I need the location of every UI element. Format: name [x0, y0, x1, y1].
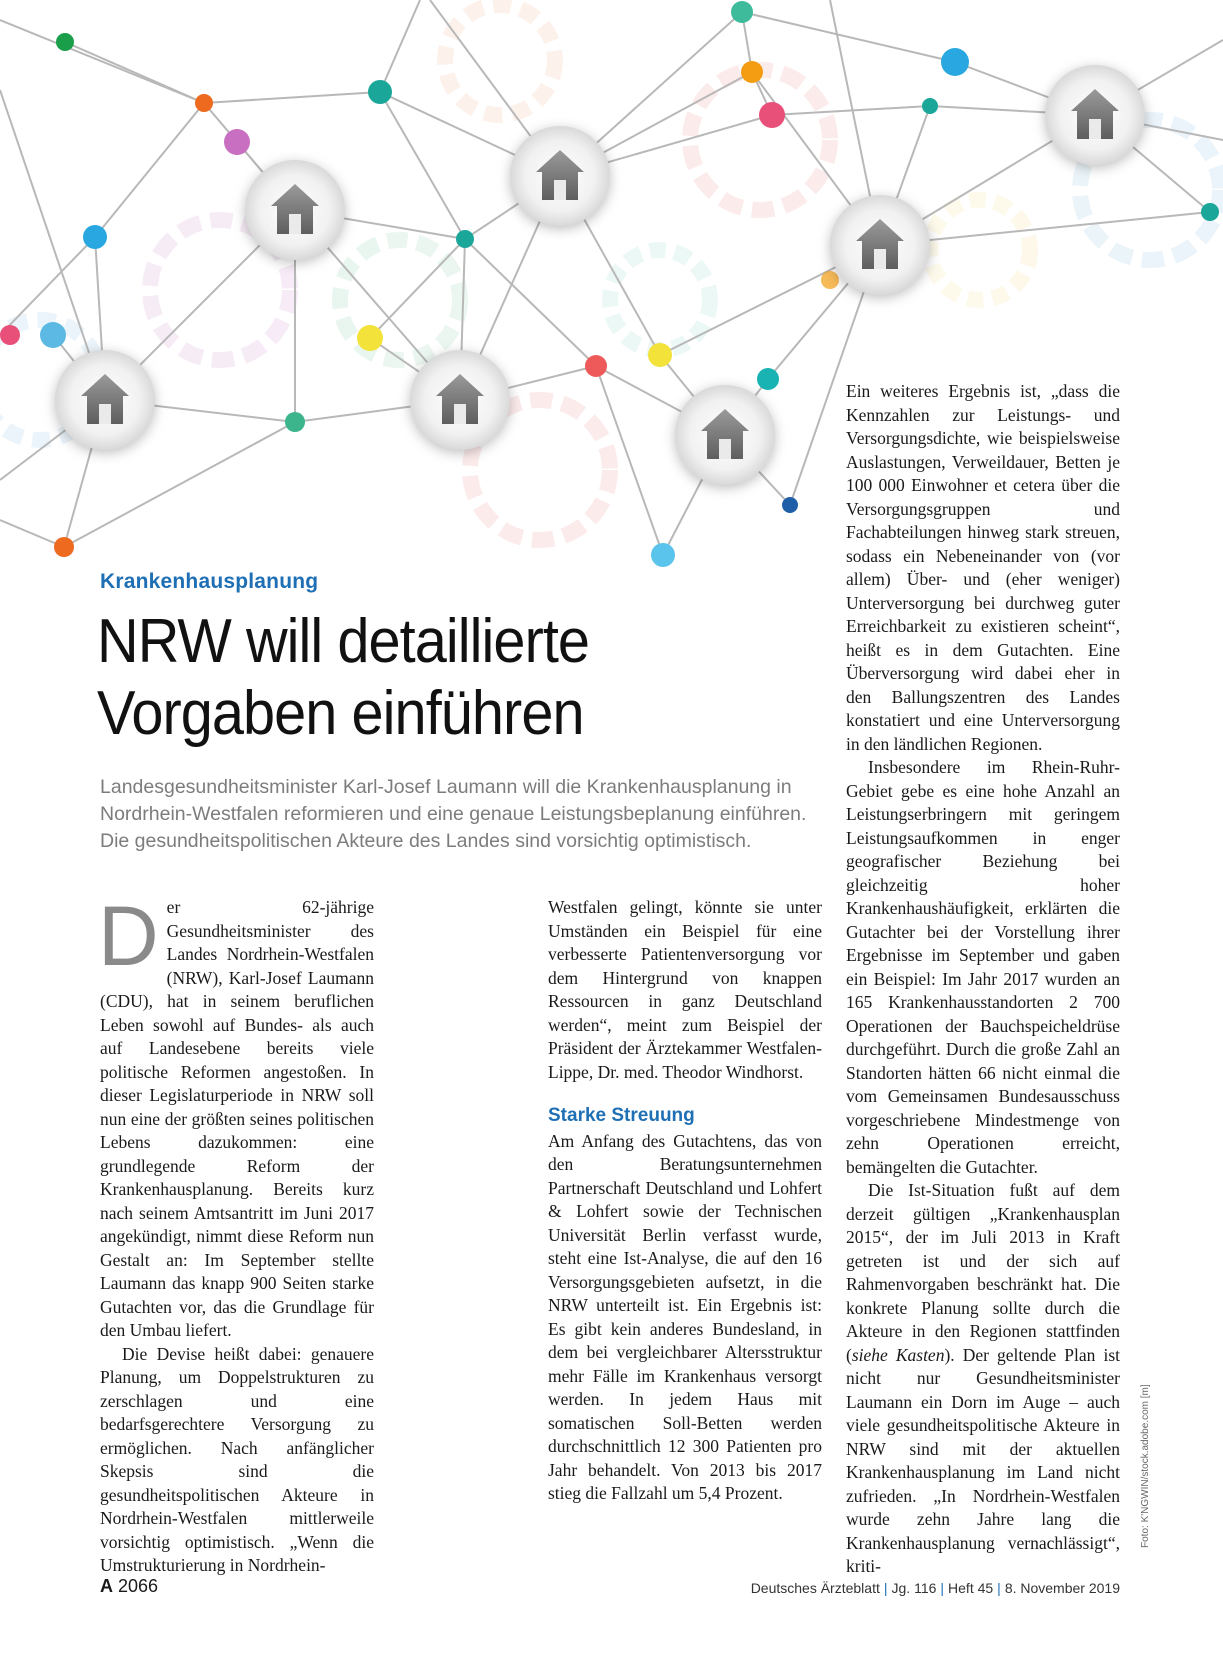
- cross-reference: siehe Kasten: [851, 1344, 945, 1365]
- journal-issue: Heft 45: [948, 1580, 994, 1596]
- journal-volume: Jg. 116: [891, 1580, 937, 1596]
- journal-name: Deutsches Ärzteblatt: [750, 1580, 880, 1596]
- paragraph: [98, 889, 374, 1343]
- text-column-2: [548, 896, 822, 1506]
- separator: |: [940, 1580, 945, 1596]
- paragraph: Westfalen gelingt, könnte sie unter Umständen ein Beispiel für eine verbesserte Patientenversorgung vor dem Hintergrund von knappen Ressourcen in ganz Deutschland werden“, meint zum Beispiel der Präsident der Ärztekammer Westfalen-Lippe, Dr. med. Theodor Windhorst.: [548, 897, 822, 1082]
- headline-line-2: Vorgaben einführen: [97, 679, 584, 748]
- page-number-value: 2066: [118, 1576, 159, 1596]
- separator: |: [883, 1580, 888, 1596]
- paragraph: Am Anfang des Gutachtens, das von den Beratungsunternehmen Partnerschaft Deutschland und Lohfert & Lohfert sowie der Technischen Universität Berlin verfasst wurde, steht eine Ist-Analyse, die auf den 16 Versorgungsgebieten aufsetzt, in die NRW unterteilt ist. Ein Ergebnis ist: Es gibt kein anderes Bundesland, in dem bei vergleichbarer Altersstruktur mehr Fälle im Krankenhaus versorgt werden. In jedem Haus mit somatischen Soll-Betten werden durchschnittlich 12 300 Patienten pro Jahr behandelt. Von 2013 bis 2017 stieg die Fallzahl um 5,4 Prozent.: [548, 1130, 822, 1503]
- paragraph: Insbesondere im Rhein-Ruhr-Gebiet gebe es eine hohe Anzahl an Leistungserbringern mit geringem Leistungsaufkommen in enger geografischer Beziehung bei gleichzeitig hoher Krankenhaushäufigkeit, erklärten die Gutachter bei der Vorstellung ihrer Ergebnisse im September und gaben ein Beispiel: Im Jahr 2017 wurden an 165 Krankenhausstandorten 2 700 Operationen der Bauchspeicheldrüse durchgeführt. Durch die große Zahl an Standorten hätten 66 nicht einmal die vom Gemeinsamen Bundesausschuss vorgeschriebene Mindestmenge von zehn Operationen erreicht, bemängelten die Gutachter.: [846, 757, 1120, 1177]
- paragraph: Die Devise heißt dabei: genauere Planung, um Doppelstrukturen zu zerschlagen und eine bedarfsgerechtere Versorgung zu ermöglichen. Nach anfänglicher Skepsis sind die gesundheitspolitischen Akteure in Nordrhein-Westfalen mittlerweile vorsichtig optimistisch. „Wenn die Umstrukturierung in Nordrhein-: [100, 1343, 374, 1575]
- paragraph-text: ). Der geltende Plan ist nicht nur Gesundheitsminister Laumann ein Dorn im Auge – auch viele gesundheitspolitische Akteure in NRW sind mit der aktuellen Krankenhausplanung im Land nicht zufrieden. „In Nordrhein-Westfalen wurde zehn Jahre lang die Krankenhausplanung vernachlässigt“, kriti-: [846, 1344, 1120, 1576]
- journal-footer: [751, 1580, 1120, 1596]
- page-letter: A: [100, 1576, 113, 1596]
- article-headline: [97, 606, 748, 750]
- journal-date: 8. November 2019: [1004, 1580, 1120, 1596]
- separator: |: [997, 1580, 1001, 1596]
- article-kicker: Krankenhausplanung: [100, 570, 319, 593]
- section-subhead: Starke Streuung: [548, 1105, 695, 1126]
- text-column-1: [98, 889, 374, 1578]
- page-number: [100, 1576, 158, 1597]
- paragraph-text: er 62-jährige Gesundheitsminister des Landes Nordrhein-Westfalen (NRW), Karl-Josef Laumann (CDU), hat in seinem beruflichen Leben sowohl auf Bundes- als auch auf Landesebene bereits viele politische Reformen angestoßen. In dieser Legislaturperiode in NRW soll nun eine der größten seines politischen Lebens dazukommen: eine grundlegende Reform der Krankenhausplanung. Bereits kurz nach seinem Amtsantritt im Juni 2017 angekündigt, nimmt diese Reform nun Gestalt an: Im September stellte Laumann das knapp 900 Seiten starke Gutachten vor, das die Grundlage für den Umbau liefert.: [100, 897, 374, 1340]
- article-lead: Landesgesundheitsminister Karl-Josef Laumann will die Krankenhausplanung in Nordrhein-Westfalen reformieren und eine genaue Leistungsbeplanung einführen. Die gesundheitspolitischen Akteure des Landes sind vorsichtig optimistisch.: [100, 776, 807, 852]
- headline-line-1: NRW will detaillierte: [97, 607, 590, 676]
- paragraph: [846, 1179, 1120, 1579]
- paragraph-text: Die Ist-Situation fußt auf dem derzeit gültigen „Krankenhausplan 2015“, der im Juli 2013 in Kraft getreten ist und der sich auf Rahmenvorgaben beschränkt hat. Die konkrete Planung sollte durch die Akteure in den Regionen stattfinden (: [846, 1180, 1120, 1365]
- dropcap: D: [98, 889, 159, 983]
- paragraph: Ein weiteres Ergebnis ist, „dass die Kennzahlen zur Leistungs- und Versorgungsdichte, wie beispielsweise Auslastungen, Verweildauer, Betten je 100 000 Einwohner et cetera über die Versorgungsgruppen und Fachabteilungen hinweg stark streuen, sodass ein Nebeneinander von (vor allem) Über- und (eher weniger) Unterversorgung bei durchweg guter Erreichbarkeit zu existieren scheint“, heißt es in dem Gutachten. Eine Überversorgung wird dabei eher in den Ballungszentren des Landes konstatiert und eine Unterversorgung in den ländlichen Regionen.: [846, 381, 1120, 754]
- text-column-3: [846, 380, 1120, 1579]
- photo-credit: Foto: K'NGWIN/stock.adobe.com [m]: [1140, 1384, 1151, 1548]
